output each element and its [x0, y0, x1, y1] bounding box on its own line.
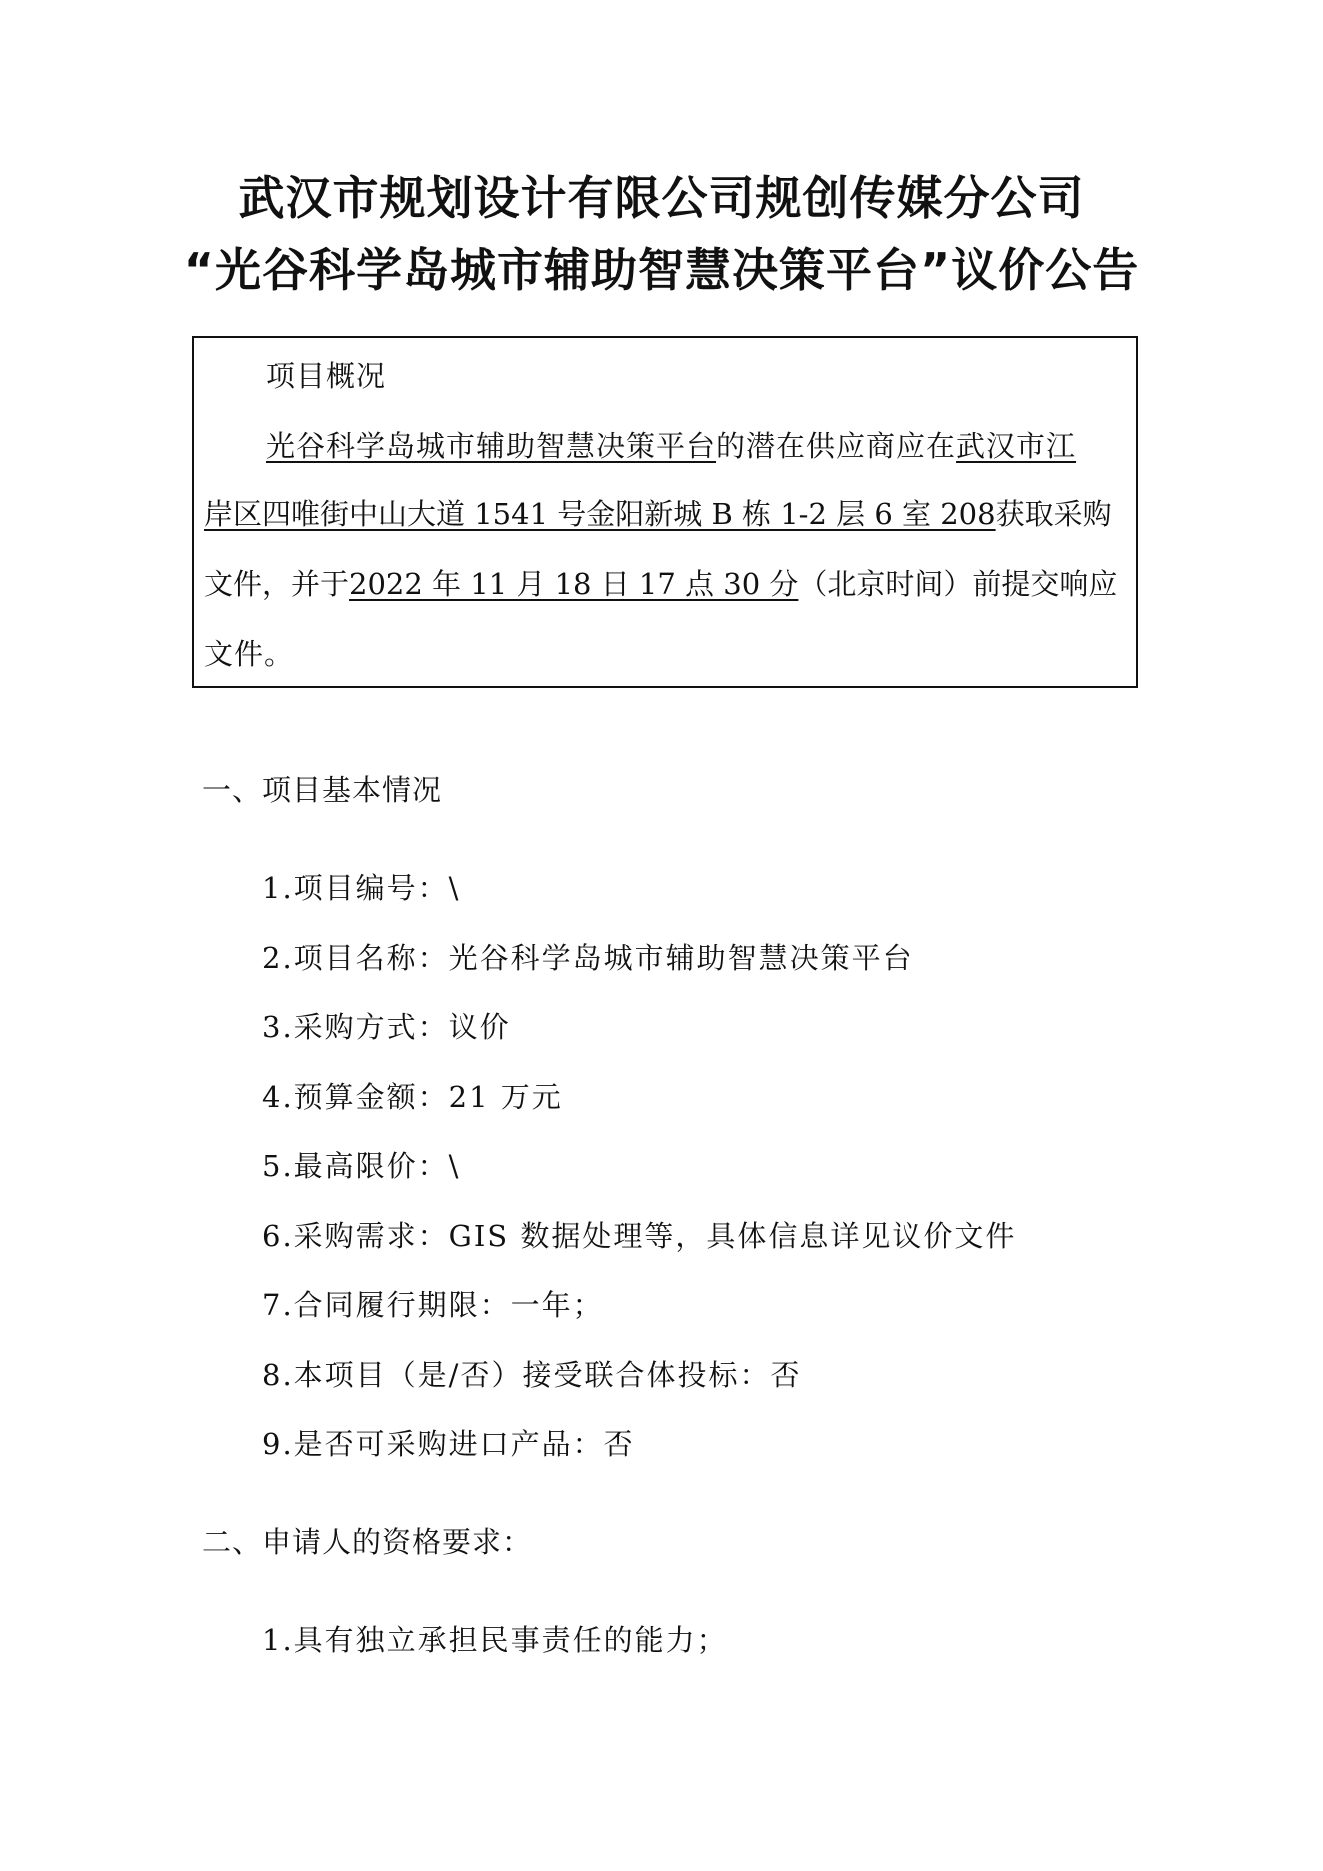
overview-line-4: 文件。 [204, 637, 295, 671]
section-1-item: 2.项目名称：光谷科学岛城市辅助智慧决策平台 [262, 941, 914, 975]
overview-heading: 项目概况 [266, 359, 387, 393]
overview-text-4: （北京时间）前提交响应 [798, 567, 1118, 601]
section-2-item: 1.具有独立承担民事责任的能力； [262, 1623, 728, 1657]
section-1-heading: 一、项目基本情况 [202, 773, 443, 807]
section-1-item: 5.最高限价：\ [262, 1149, 461, 1183]
section-2-heading: 二、申请人的资格要求： [202, 1525, 533, 1559]
section-1-item: 3.采购方式：议价 [262, 1010, 511, 1044]
section-1-item: 1.项目编号：\ [262, 871, 461, 905]
section-1-item: 8.本项目（是/否）接受联合体投标：否 [262, 1358, 802, 1392]
document-title-line-1: 武汉市规划设计有限公司规创传媒分公司 [238, 171, 1085, 225]
overview-address-part-2: 岸区四唯街中山大道 1541 号金阳新城 B 栋 1-2 层 6 室 208 [204, 497, 996, 531]
section-1-item: 7.合同履行期限：一年； [262, 1288, 604, 1322]
section-1-item: 4.预算金额：21 万元 [262, 1080, 563, 1114]
overview-deadline: 2022 年 11 月 18 日 17 点 30 分 [349, 567, 799, 601]
overview-project-name: 光谷科学岛城市辅助智慧决策平台 [266, 429, 717, 463]
overview-line-3 [204, 564, 1117, 604]
overview-text-1: 的潜在供应商应在 [716, 429, 957, 463]
section-1-item: 9.是否可采购进口产品：否 [262, 1427, 635, 1461]
overview-line-2 [204, 494, 1112, 534]
document-title-line-2: “光谷科学岛城市辅助智慧决策平台”议价公告 [183, 243, 1140, 297]
project-overview-box [192, 336, 1138, 688]
overview-address-part-1: 武汉市江 [956, 429, 1077, 463]
section-1-item: 6.采购需求：GIS 数据处理等，具体信息详见议价文件 [262, 1219, 1017, 1253]
overview-text-3: 文件，并于 [204, 567, 350, 601]
overview-text-2: 获取采购 [995, 497, 1112, 531]
overview-line-1 [266, 426, 1076, 466]
